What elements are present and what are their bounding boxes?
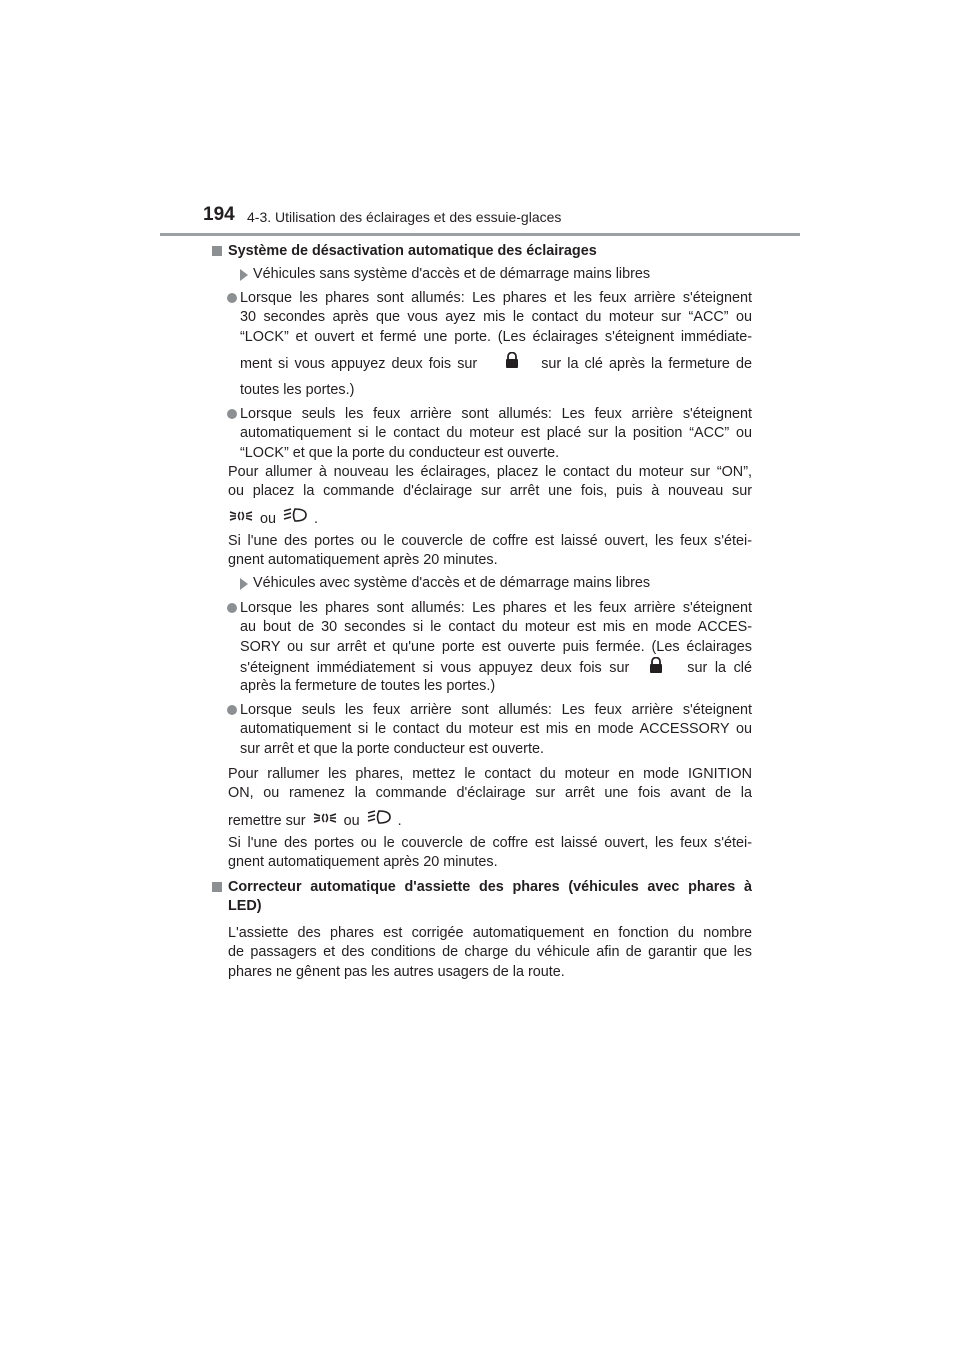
text-line: au bout de 30 secondes si le contact du moteur est mis en mode ACCES- [240, 619, 752, 636]
text-line: toutes les portes.) [240, 382, 355, 399]
text-fragment: sur la clé après la fermeture de [541, 356, 752, 373]
paragraph-a1 [240, 289, 752, 401]
text-line: ON, ou ramenez la commande d'éclairage sur arrêt une fois avant de la [228, 785, 752, 802]
text-line-with-icons [228, 808, 752, 834]
text-fragment: . [397, 812, 402, 829]
paragraph-b1 [240, 599, 752, 696]
triangle-bullet-icon [240, 578, 248, 590]
circle-bullet-icon [227, 705, 237, 715]
text-fragment: s'éteignent immédiatement si vous appuyez deux fois sur [240, 660, 630, 677]
text-line: Pour allumer à nouveau les éclairages, placez le contact du moteur sur “ON”, [228, 464, 752, 480]
text-line: 30 secondes après que vous ayez mis le contact du moteur sur “ACC” ou [240, 309, 752, 326]
page-number: 194 [203, 204, 235, 225]
text-line: gnent automatiquement après 20 minutes. [228, 552, 498, 569]
text-line: automatiquement si le contact du moteur est mis en mode ACCESSORY ou [240, 721, 752, 738]
text-fragment: ment si vous appuyez deux fois sur [240, 356, 478, 373]
circle-bullet-icon [227, 293, 237, 303]
text-line: automatiquement si le contact du moteur est placé sur la position “ACC” ou [240, 425, 752, 442]
paragraph-relight-b [228, 765, 752, 873]
text-line: ou placez la commande d'éclairage sur arrêt une fois, puis à nouveau sur [228, 483, 752, 500]
subheading-without-smart-key: Véhicules sans système d'accès et de démarrage mains libres [253, 266, 651, 282]
text-line: après la fermeture de toutes les portes.) [240, 677, 496, 694]
circle-bullet-icon [227, 603, 237, 613]
text-fragment: sur la clé [687, 660, 752, 677]
headlights-icon [366, 808, 392, 834]
text-line-with-icon [240, 351, 752, 377]
headlights-icon [282, 506, 308, 532]
circle-bullet-icon [227, 409, 237, 419]
paragraph-relight-a [228, 463, 752, 571]
section-heading-auto-off: Système de désactivation automatique des éclairages [228, 243, 597, 259]
text-line-with-icon [240, 657, 752, 676]
text-line: gnent automatiquement après 20 minutes. [228, 854, 498, 871]
text-line: SORY ou sur arrêt et qu'une porte est ouverte puis fermée. (Les éclairages [240, 638, 752, 655]
triangle-bullet-icon [240, 269, 248, 281]
text-fragment: remettre sur [228, 812, 306, 829]
text-line: L'assiette des phares est corrigée automatiquement en fonction du nombre [228, 925, 752, 941]
side-lights-icon [228, 506, 254, 532]
text-line: phares ne gênent pas les autres usagers de la route. [228, 963, 565, 980]
section-bullet-icon [212, 882, 222, 892]
text-line: Lorsque les phares sont allumés: Les phares et les feux arrière s'éteignent [240, 290, 752, 306]
text-line: Lorsque les phares sont allumés: Les phares et les feux arrière s'éteignent [240, 600, 752, 616]
text-line: Pour rallumer les phares, mettez le contact du moteur en mode IGNITION [228, 766, 752, 782]
text-fragment: ou [260, 510, 277, 527]
text-line: Lorsque seuls les feux arrière sont allumés: Les feux arrière s'éteignent [240, 702, 752, 718]
text-line: de passagers et des conditions de charge du véhicule afin de garantir que les [228, 944, 752, 961]
text-line: Si l'une des portes ou le couvercle de coffre est laissé ouvert, les feux s'étei- [228, 834, 752, 851]
text-line-with-icons [228, 506, 752, 532]
paragraph-leveling [228, 924, 752, 982]
paragraph-b2 [240, 701, 752, 759]
section-title: 4-3. Utilisation des éclairages et des essuie-glaces [247, 209, 562, 225]
lock-icon [505, 351, 519, 377]
text-fragment: ou [343, 812, 360, 829]
paragraph-a2 [240, 405, 752, 463]
text-line: sur arrêt et que la porte conducteur est ouverte. [240, 740, 544, 757]
subheading-with-smart-key: Véhicules avec système d'accès et de démarrage mains libres [253, 575, 651, 591]
text-line: Lorsque seuls les feux arrière sont allumés: Les feux arrière s'éteignent [240, 406, 752, 422]
text-line: “LOCK” et que la porte du conducteur est ouverte. [240, 444, 560, 461]
section-heading-leveling [228, 878, 752, 917]
section-bullet-icon [212, 246, 222, 256]
text-fragment: . [314, 510, 319, 527]
side-lights-icon [312, 808, 338, 834]
header-rule [160, 233, 800, 236]
text-line: “LOCK” et ouvert et fermé une porte. (Les éclairages s'éteignent immédiate- [240, 328, 752, 345]
text-line: LED) [228, 898, 262, 915]
text-line: Si l'une des portes ou le couvercle de coffre est laissé ouvert, les feux s'étei- [228, 532, 752, 549]
text-line: Correcteur automatique d'assiette des phares (véhicules avec phares à [228, 879, 752, 895]
lock-icon [649, 657, 663, 679]
